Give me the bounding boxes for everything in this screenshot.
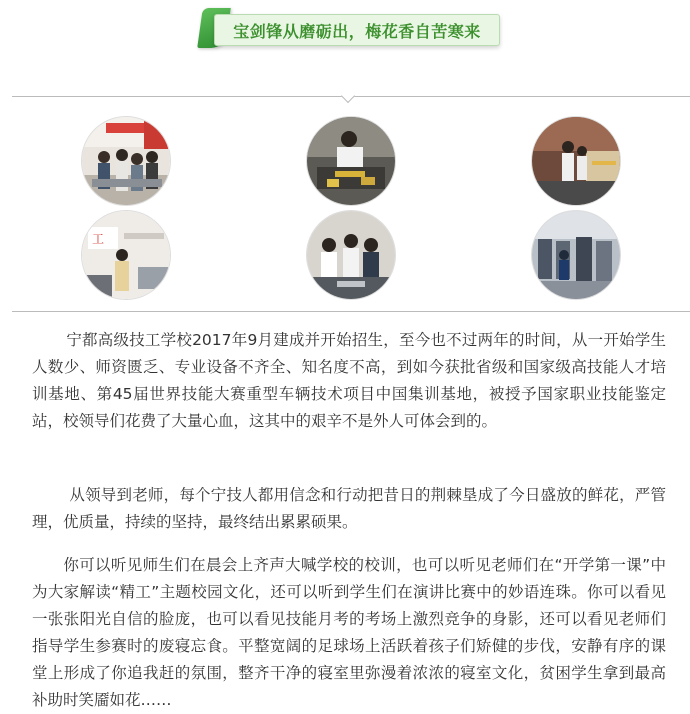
article-paragraph-2-text: 从领导到老师，每个宁技人都用信念和行动把昔日的荆棘垦成了今日盛放的鲜花，严管理，优质量，持续的坚持，最终结出累累硕果。 [32, 486, 666, 531]
photo-training-hall-overview[interactable] [532, 211, 620, 299]
photo-students-lab-session[interactable] [532, 117, 620, 205]
photo-student-welding-practice[interactable] [307, 117, 395, 205]
photo-students-inspection-group[interactable] [307, 211, 395, 299]
banner-plate [214, 14, 500, 46]
banner-title: 宝剑锋从磨砺出，梅花香自苦寒来 [233, 21, 481, 41]
article-paragraph-1-text: 宁都高级技工学校2017年9月建成并开始招生，至今也不过两年的时间，从一开始学生人数少、师资匮乏、专业设备不齐全、知名度不高，到如今获批省级和国家级高技能人才培训基地、第45届世界技能大赛重型车辆技术项目中国集训基地，被授予国家职业技能鉴定站，校领导们花费了大量心血，这其中的艰辛不是外人可体会到的。 [32, 331, 666, 430]
article-paragraph-3 [32, 552, 666, 714]
gallery-frame-bottom [12, 311, 690, 312]
article-paragraph-2 [32, 482, 666, 536]
gallery-frame-notch [341, 89, 355, 103]
svg-text:工: 工 [92, 232, 105, 246]
photo-instructor-demonstration[interactable] [82, 211, 170, 299]
article-paragraph-1 [32, 327, 666, 462]
article-paragraph-3-text: 你可以听见师生们在晨会上齐声大喊学校的校训，也可以听见老师们在“开学第一课”中为大家解读“精工”主题校园文化，还可以听到学生们在演讲比赛中的妙语连珠。你可以看见一张张阳光自信的脸庞，也可以看见技能月考的考场上激烈竞争的身影，还可以看见老师们指导学生参赛时的废寝忘食。平整宽阔的足球场上活跃着孩子们矫健的步伐，安静有序的课堂上形成了你追我赶的氛围，整齐干净的寝室里弥漫着浓浓的寝室文化，贫困学生拿到最高补助时笑靥如花…… [32, 556, 666, 709]
title-banner [200, 8, 500, 48]
photo-group-visit-workshop[interactable] [82, 117, 170, 205]
